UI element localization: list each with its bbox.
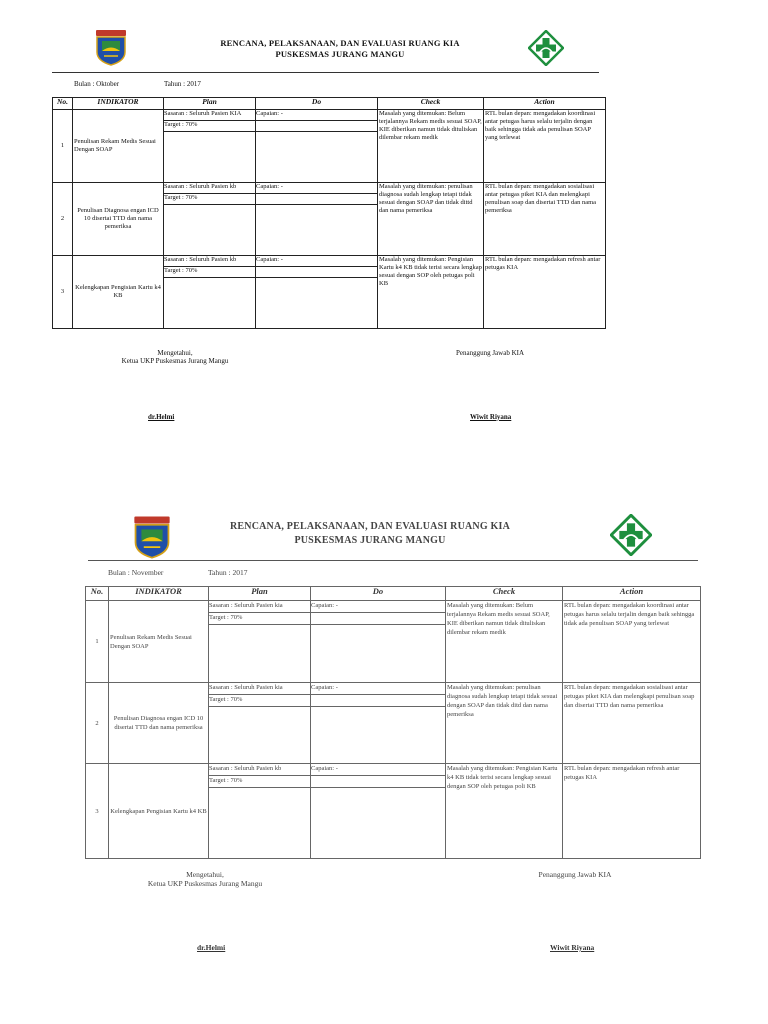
do-blank	[311, 695, 445, 707]
col-do-header: Do	[256, 98, 378, 110]
plan-sasaran: Sasaran : Seluruh Pasien kia	[209, 601, 310, 613]
responsible-label: Penanggung Jawab KIA	[538, 870, 612, 879]
do-capaian: Capaian: -	[311, 764, 445, 776]
do-blank	[256, 267, 377, 278]
row-number: 3	[53, 256, 73, 329]
plan-sasaran: Sasaran : Seluruh Pasien kb	[164, 183, 255, 194]
do-blank	[311, 613, 445, 625]
approval-block	[100, 349, 250, 365]
plan-cell	[164, 110, 256, 183]
do-cell	[256, 110, 378, 183]
col-plan-header: Plan	[164, 98, 256, 110]
table-row	[86, 683, 701, 764]
bulan-label: Bulan : November	[108, 568, 164, 577]
col-check-header: Check	[378, 98, 484, 110]
table-row	[53, 183, 606, 256]
col-action-header: Action	[563, 587, 701, 601]
approver-title: Ketua UKP Puskesmas Jurang Mangu	[147, 879, 263, 888]
responsible-name: Wiwit Riyana	[470, 413, 512, 421]
plan-target: Target : 70%	[164, 194, 255, 205]
col-check-header: Check	[446, 587, 563, 601]
approver-name: dr.Helmi	[148, 413, 175, 421]
plan-sasaran: Sasaran : Seluruh Pasien kb	[209, 764, 310, 776]
do-capaian: Capaian: -	[256, 110, 377, 121]
table-header-row	[53, 98, 606, 110]
approver-name: dr.Helmi	[197, 943, 226, 952]
regency-crest-logo	[94, 28, 128, 66]
puskesmas-logo	[610, 514, 652, 556]
title-line-2: PUSKESMAS JURANG MANGU	[294, 535, 446, 546]
check-cell: Masalah yang ditemukan: Pengisian Kartu k4 KB tidak terisi secara lengkap sesuai dengan SOP oleh petugas poli KB	[446, 764, 563, 859]
pdca-table	[52, 97, 606, 329]
action-cell: RTL bulan depan: mengadakan refresh antar petugas KIA	[563, 764, 701, 859]
indikator-cell: Penulisan Rekam Medis Sesuai Dengan SOAP	[109, 601, 209, 683]
do-capaian: Capaian: -	[256, 183, 377, 194]
check-cell: Masalah yang ditemukan: Belum terjalannya Rekam medis sesuai SOAP, KIE diberikan namun tidak dituliskan dilembar rekam medik	[378, 110, 484, 183]
action-cell: RTL bulan depan: mengadakan sosialisasi antar petugas piket KIA dan melengkapi penulisan soap dan disertai TTD dan nama pemeriksa	[563, 683, 701, 764]
col-no-header: No.	[86, 587, 109, 601]
table-row	[53, 110, 606, 183]
col-indikator-header: INDIKATOR	[109, 587, 209, 601]
do-blank	[311, 776, 445, 788]
table-row	[86, 601, 701, 683]
header-divider	[88, 560, 698, 561]
title-line-1: RENCANA, PELAKSANAAN, DAN EVALUASI RUANG KIA	[220, 38, 460, 48]
do-capaian: Capaian: -	[256, 256, 377, 267]
action-cell: RTL bulan depan: mengadakan koordinasi antar petugas harus selalu terjalin dengan baik sehingga tidak ada penulisan SOAP yang terlewat	[563, 601, 701, 683]
plan-cell	[209, 764, 311, 859]
responsible-name: Wiwit Riyana	[550, 943, 595, 952]
action-cell: RTL bulan depan: mengadakan refresh antar petugas KIA	[484, 256, 606, 329]
check-cell: Masalah yang ditemukan: Pengisian Kartu k4 KB tidak terisi secara lengkap sesuai dengan SOP oleh petugas poli KB	[378, 256, 484, 329]
plan-sasaran: Sasaran : Seluruh Pasien KIA	[164, 110, 255, 121]
tahun-label: Tahun : 2017	[164, 80, 201, 88]
do-capaian: Capaian: -	[311, 683, 445, 695]
do-blank	[256, 194, 377, 205]
plan-cell	[164, 256, 256, 329]
check-cell: Masalah yang ditemukan: penulisan diagnosa sudah lengkap tetapi tidak sesuai dengan SOAP dan tidak dittd dan nama pemeriksa	[378, 183, 484, 256]
row-number: 2	[53, 183, 73, 256]
indikator-cell: Penulisan Diagnosa engan ICD 10 disertai TTD dan nama pemeriksa	[73, 183, 164, 256]
action-cell: RTL bulan depan: mengadakan sosialisasi antar petugas piket KIA dan melengkapi penulisan soap dan disertai TTD dan nama pemeriksa	[484, 183, 606, 256]
col-action-header: Action	[484, 98, 606, 110]
do-blank	[256, 121, 377, 132]
table-row	[53, 256, 606, 329]
indikator-cell: Kelengkapan Pengisian Kartu k4 KB	[73, 256, 164, 329]
bulan-label: Bulan : Oktober	[74, 80, 120, 88]
row-number: 2	[86, 683, 109, 764]
indikator-cell: Penulisan Rekam Medis Sesuai Dengan SOAP	[73, 110, 164, 183]
do-cell	[311, 683, 446, 764]
plan-target: Target : 70%	[164, 267, 255, 278]
approver-title: Ketua UKP Puskesmas Jurang Mangu	[121, 357, 229, 365]
do-cell	[256, 183, 378, 256]
row-number: 1	[86, 601, 109, 683]
tahun-label: Tahun : 2017	[208, 568, 248, 577]
col-do-header: Do	[311, 587, 446, 601]
document-page-october	[0, 0, 768, 470]
table-row	[86, 764, 701, 859]
plan-cell	[209, 683, 311, 764]
document-title	[160, 38, 520, 60]
puskesmas-logo	[528, 30, 564, 66]
action-cell: RTL bulan depan: mengadakan koordinasi antar petugas harus selalu terjalin dengan baik sehingga tidak ada penulisan SOAP yang terlewat	[484, 110, 606, 183]
col-plan-header: Plan	[209, 587, 311, 601]
plan-sasaran: Sasaran : Seluruh Pasien kb	[164, 256, 255, 267]
regency-crest-logo	[132, 514, 172, 559]
plan-sasaran: Sasaran : Seluruh Pasien kia	[209, 683, 310, 695]
indikator-cell: Penulisan Diagnosa engan ICD 10 disertai TTD dan nama pemeriksa	[109, 683, 209, 764]
approval-label: Mengetahui,	[157, 349, 193, 357]
row-number: 1	[53, 110, 73, 183]
plan-cell	[209, 601, 311, 683]
table-header-row	[86, 587, 701, 601]
do-cell	[256, 256, 378, 329]
do-capaian: Capaian: -	[311, 601, 445, 613]
title-line-2: PUSKESMAS JURANG MANGU	[275, 49, 405, 59]
do-cell	[311, 764, 446, 859]
document-page-november	[0, 470, 768, 1024]
col-no-header: No.	[53, 98, 73, 110]
plan-target: Target : 70%	[209, 613, 310, 625]
plan-target: Target : 70%	[209, 776, 310, 788]
document-title	[215, 520, 525, 548]
do-cell	[311, 601, 446, 683]
title-line-1: RENCANA, PELAKSANAAN, DAN EVALUASI RUANG KIA	[229, 521, 511, 532]
plan-target: Target : 70%	[164, 121, 255, 132]
plan-target: Target : 70%	[209, 695, 310, 707]
check-cell: Masalah yang ditemukan: Belum terjalannya Rekam medis sesuai SOAP, KIE diberikan namun tidak dituliskan dilembar rekam medik	[446, 601, 563, 683]
header-divider	[52, 72, 599, 73]
approval-label: Mengetahui,	[186, 870, 224, 879]
approval-block	[130, 870, 280, 888]
col-indikator-header: INDIKATOR	[73, 98, 164, 110]
responsible-label: Penanggung Jawab KIA	[455, 349, 525, 357]
indikator-cell: Kelengkapan Pengisian Kartu k4 KB	[109, 764, 209, 859]
pdca-table	[85, 586, 701, 859]
check-cell: Masalah yang ditemukan: penulisan diagnosa sudah lengkap tetapi tidak sesuai dengan SOAP dan tidak ditd dan nama pemeriksa	[446, 683, 563, 764]
plan-cell	[164, 183, 256, 256]
row-number: 3	[86, 764, 109, 859]
